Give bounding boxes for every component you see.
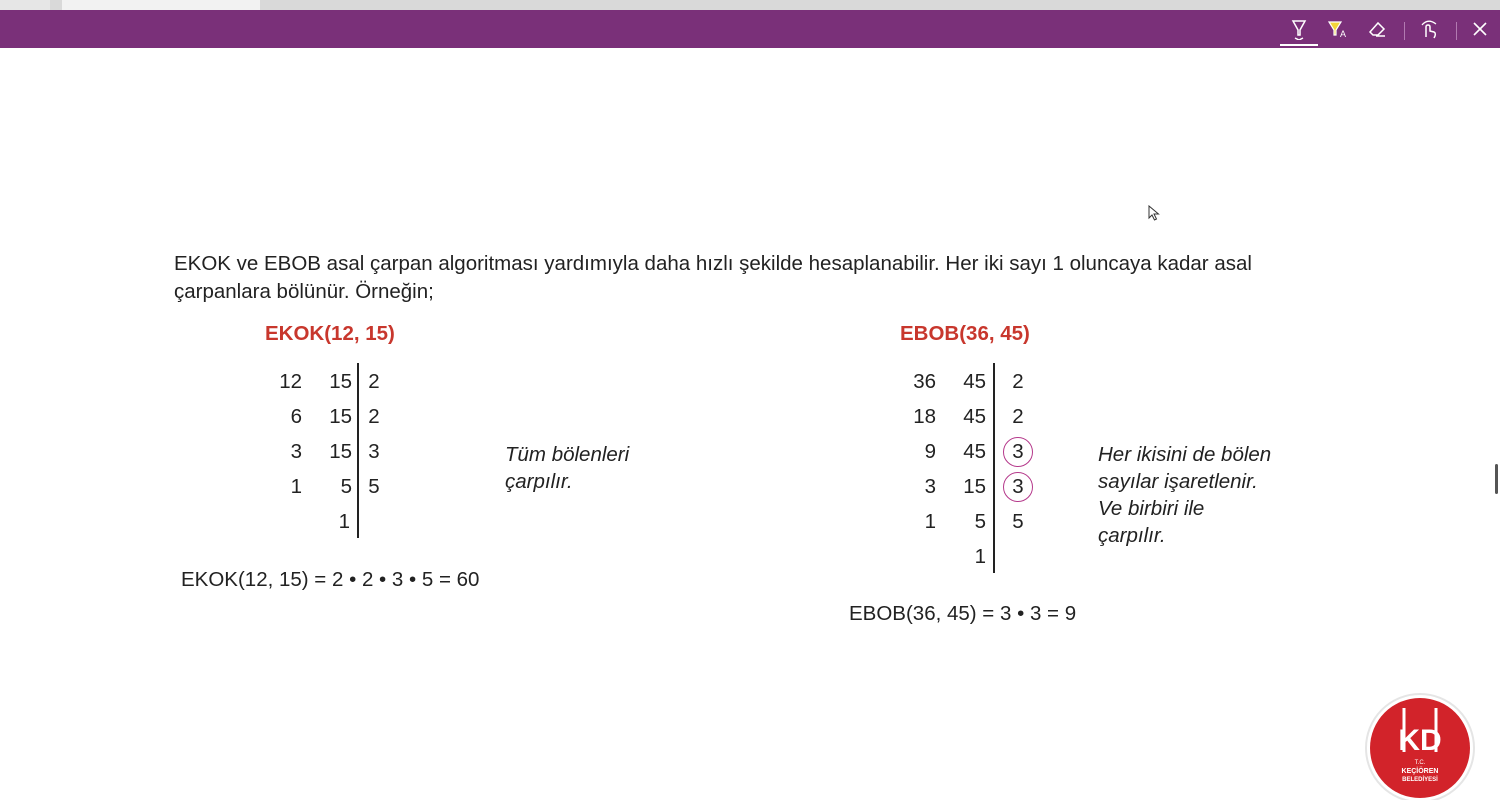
touch-writing-icon[interactable] [1414, 14, 1444, 44]
logo-letters: KD [1398, 724, 1442, 757]
ebob-note-line: sayılar işaretlenir. [1098, 470, 1258, 493]
tab-strip [0, 0, 1500, 10]
ekok-cell: 12 [279, 370, 302, 393]
ebob-note-line: Ve birbiri ile [1098, 497, 1205, 520]
scrollbar-thumb[interactable] [1495, 464, 1498, 494]
ekok-divider-line [357, 363, 359, 538]
ebob-note [1098, 441, 1271, 549]
ebob-note-line: Her ikisini de bölen [1098, 443, 1272, 466]
ebob-circle-mark [1003, 437, 1033, 467]
logo-line-1: T.C. [1414, 760, 1426, 766]
ekok-cell: 15 [329, 440, 352, 463]
ebob-circle-mark [1003, 472, 1033, 502]
ebob-cell: 9 [924, 440, 936, 463]
ekok-note-line: çarpılır. [505, 470, 573, 493]
logo-line-3: BELEDİYESİ [1402, 777, 1438, 783]
intro-paragraph [174, 250, 1344, 306]
ebob-divisor: 2 [1012, 405, 1024, 428]
ebob-cell: 1 [974, 545, 986, 568]
ebob-cell: 5 [974, 510, 986, 533]
ekok-cell: 15 [329, 370, 352, 393]
ekok-cell: 1 [338, 510, 350, 533]
ekok-divisor: 3 [368, 440, 380, 463]
ebob-cell: 45 [963, 440, 986, 463]
ebob-note-line: çarpılır. [1098, 524, 1166, 547]
ekok-divisor: 2 [368, 405, 380, 428]
ekok-cell: 6 [290, 405, 302, 428]
text-highlighter-icon[interactable] [1323, 14, 1353, 44]
ekok-note-line: Tüm bölenleri [505, 443, 630, 466]
ebob-result: EBOB(36, 45) = 3 • 3 = 9 [849, 602, 1077, 625]
tab-inactive[interactable] [0, 0, 50, 10]
ebob-cell: 45 [963, 370, 986, 393]
intro-line-1: EKOK ve EBOB asal çarpan algoritması yardımıyla daha hızlı şekilde hesaplanabilir. Her iki sayı 1 oluncaya kadar asal [174, 252, 1252, 275]
ekok-cell: 5 [340, 475, 352, 498]
ebob-divisor: 3 [1012, 440, 1024, 463]
ekok-divisor: 2 [368, 370, 380, 393]
logo-line-2: KEÇİÖREN [1401, 768, 1439, 775]
toolbar-separator [1404, 22, 1405, 40]
kecioren-logo [1362, 692, 1478, 800]
ekok-heading: EKOK(12, 15) [265, 322, 395, 345]
tab-active[interactable] [62, 0, 260, 10]
ebob-divisor: 3 [1012, 475, 1024, 498]
eraser-icon[interactable] [1362, 14, 1392, 44]
ekok-cell: 15 [329, 405, 352, 428]
ebob-cell: 45 [963, 405, 986, 428]
ebob-cell: 1 [924, 510, 936, 533]
intro-line-2: çarpanlara bölünür. Örneğin; [174, 280, 434, 303]
ekok-note [505, 441, 629, 495]
ebob-divisor: 5 [1012, 510, 1024, 533]
ekok-cell: 1 [290, 475, 302, 498]
svg-text:A: A [1340, 29, 1347, 39]
ebob-heading: EBOB(36, 45) [900, 322, 1030, 345]
ebob-divider-line [993, 363, 995, 573]
ebob-divisor: 2 [1012, 370, 1024, 393]
ebob-cell: 15 [963, 475, 986, 498]
highlighter-pen-icon[interactable] [1284, 14, 1314, 44]
ebob-cell: 18 [913, 405, 936, 428]
close-icon[interactable] [1465, 14, 1495, 44]
ebob-cell: 3 [924, 475, 936, 498]
ink-toolbar [0, 10, 1500, 48]
toolbar-separator [1456, 22, 1457, 40]
mouse-cursor-icon [1148, 205, 1160, 226]
ekok-divisor: 5 [368, 475, 380, 498]
ekok-cell: 3 [290, 440, 302, 463]
ebob-cell: 36 [913, 370, 936, 393]
ekok-result: EKOK(12, 15) = 2 • 2 • 3 • 5 = 60 [181, 568, 480, 591]
